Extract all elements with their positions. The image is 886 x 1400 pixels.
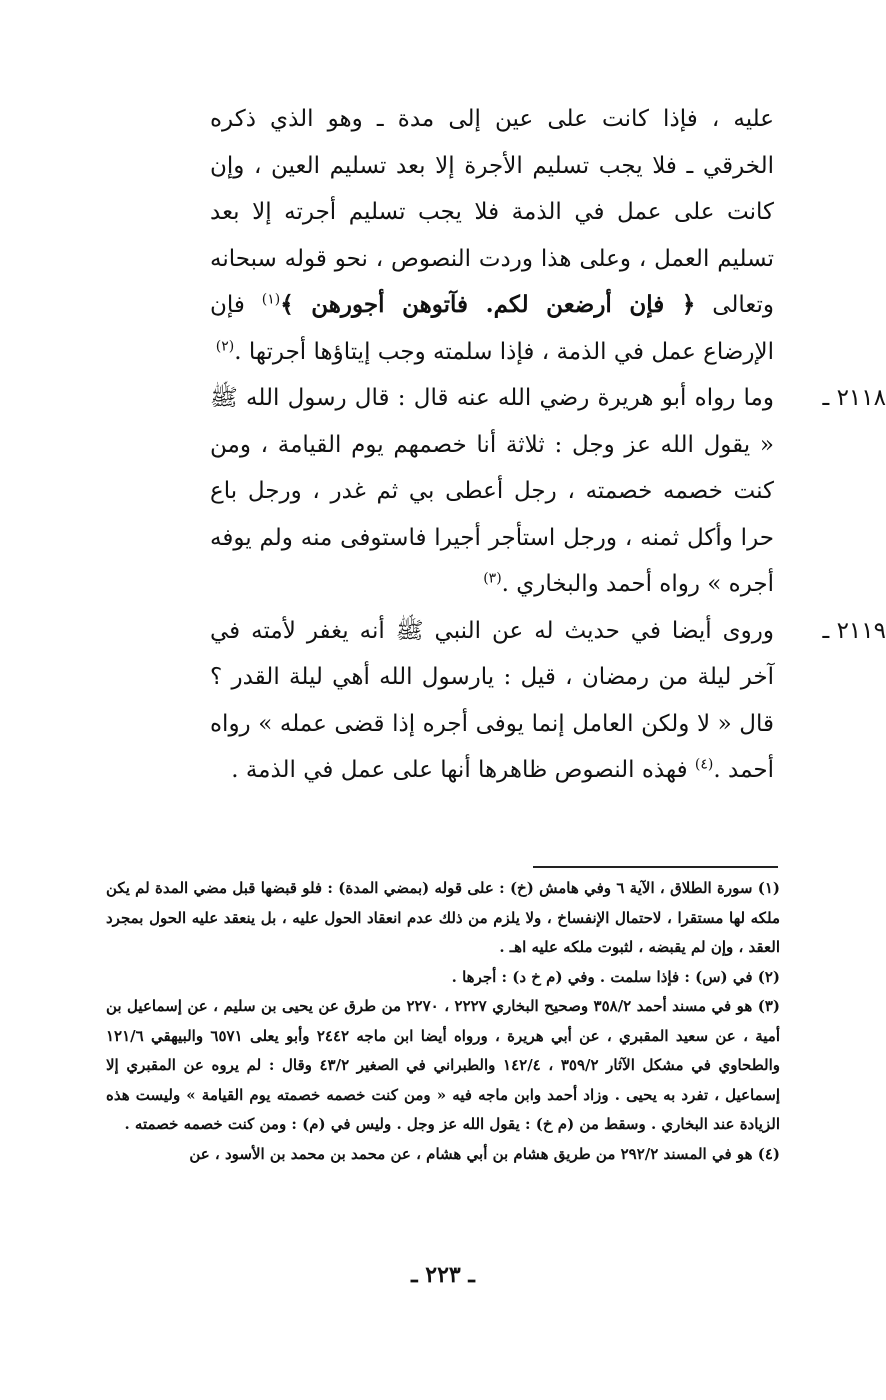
main-text bbox=[210, 96, 886, 794]
entry-after: فهذه النصوص ظاهرها أنها على عمل في الذمة . bbox=[231, 757, 695, 783]
footnote-3: (٣) هو في مسند أحمد ٣٥٨/٢ وصحيح البخاري ٢٢٢٧ ، ٢٢٧٠ من طرق عن يحيى بن سليم ، عن إسماعيل بن أمية ، عن سعيد المقبري ، عن أبي هريرة ، ورواه أيضا ابن ماجه ٢٤٤٢ وأبو يعلى ٦٥٧١ والبيهقي ١٢١/٦ والطحاوي في مشكل الآثار ٣٥٩/٢ ، ١٤٢/٤ والطبراني في الصغير ٤٣/٢ وقال : لم يروه عن المقبري إلا إسماعيل ، تفرد به يحيى . وزاد أحمد وابن ماجه فيه « ومن كنت خصمه خصمته يوم القيامة » وليست هذه الزيادة عند البخاري . وسقط من (م خ) : يقول الله عز وجل . وليس في (م) : ومن كنت خصمه خصمته . bbox=[106, 997, 781, 1133]
intro-text-continued: فإن الإرضاع عمل في الذمة ، فإذا سلمته وجب إيتاؤها أجرتها . bbox=[210, 292, 774, 365]
footnote-2: (٢) في (س) : فإذا سلمت . وفي (م خ د) : أجرها . bbox=[451, 967, 780, 986]
entry-body: وما رواه أبو هريرة رضي الله عنه قال : قال رسول الله ﷺ « يقول الله عز وجل : ثلاثة أنا خصمهم يوم القيامة ، ومن كنت خصمه خصمته ، رجل أعطى بي ثم غدر ، ورجل باع حرا وأكل ثمنه ، ورجل استأجر أجيرا فاستوفى منه ولم يوفه أجره » رواه أحمد والبخاري . bbox=[210, 385, 774, 597]
quran-verse: ﴿ فإن أرضعن لكم. فآتوهن أجورهن ﴾ bbox=[280, 291, 696, 318]
entry-number: ٢١١٨ ـ bbox=[822, 385, 886, 411]
footnote-1: (١) سورة الطلاق ، الآية ٦ وفي هامش (خ) : على قوله (بمضي المدة) : فلو قبضها قبل مضي المدة لم يكن ملكه لها مستقرا ، لاحتمال الإنفساخ ، ولا يلزم من ذلك عدم انعقاد الحول عليه ، بل ينعقد عليه الحول بمجرد العقد ، وإن لم يقبضه ، لثبوت ملكه عليه اهـ . bbox=[106, 879, 781, 956]
intro-paragraph bbox=[210, 96, 774, 375]
page-number: ـ ٢٢٣ ـ bbox=[411, 1262, 475, 1288]
footnote-ref-1: (١) bbox=[261, 291, 281, 308]
footnotes bbox=[106, 874, 780, 1169]
footnote-ref-2: (٢) bbox=[215, 337, 235, 354]
entry-2119 bbox=[210, 608, 886, 794]
footnote-ref-3: (٣) bbox=[483, 570, 502, 587]
footnote-ref-4: (٤) bbox=[694, 756, 714, 773]
entry-text bbox=[210, 608, 774, 794]
footnote-separator bbox=[533, 866, 778, 868]
entry-number: ٢١١٩ ـ bbox=[822, 617, 886, 644]
entry-text bbox=[210, 375, 774, 608]
footnote-4: (٤) هو في المسند ٢٩٢/٢ من طريق هشام بن أبي هشام ، عن محمد بن محمد بن الأسود ، عن bbox=[189, 1144, 780, 1163]
intro-text: عليه ، فإذا كانت على عين إلى مدة ـ وهو الذي ذكره الخرقي ـ فلا يجب تسليم الأجرة إلا بعد تسليم العين ، وإن كانت على عمل في الذمة فلا يجب تسليم أجرته إلا بعد تسليم العمل ، وعلى هذا وردت النصوص ، نحو قوله سبحانه وتعالى bbox=[210, 106, 774, 318]
entry-2118 bbox=[210, 375, 886, 608]
entry-body: وروى أيضا في حديث له عن النبي ﷺ أنه يغفر لأمته في آخر ليلة من رمضان ، قيل : يارسول الله أهي ليلة القدر ؟ قال « لا ولكن العامل إنما يوفى أجره إذا قضى عمله » رواه أحمد . bbox=[210, 617, 774, 783]
